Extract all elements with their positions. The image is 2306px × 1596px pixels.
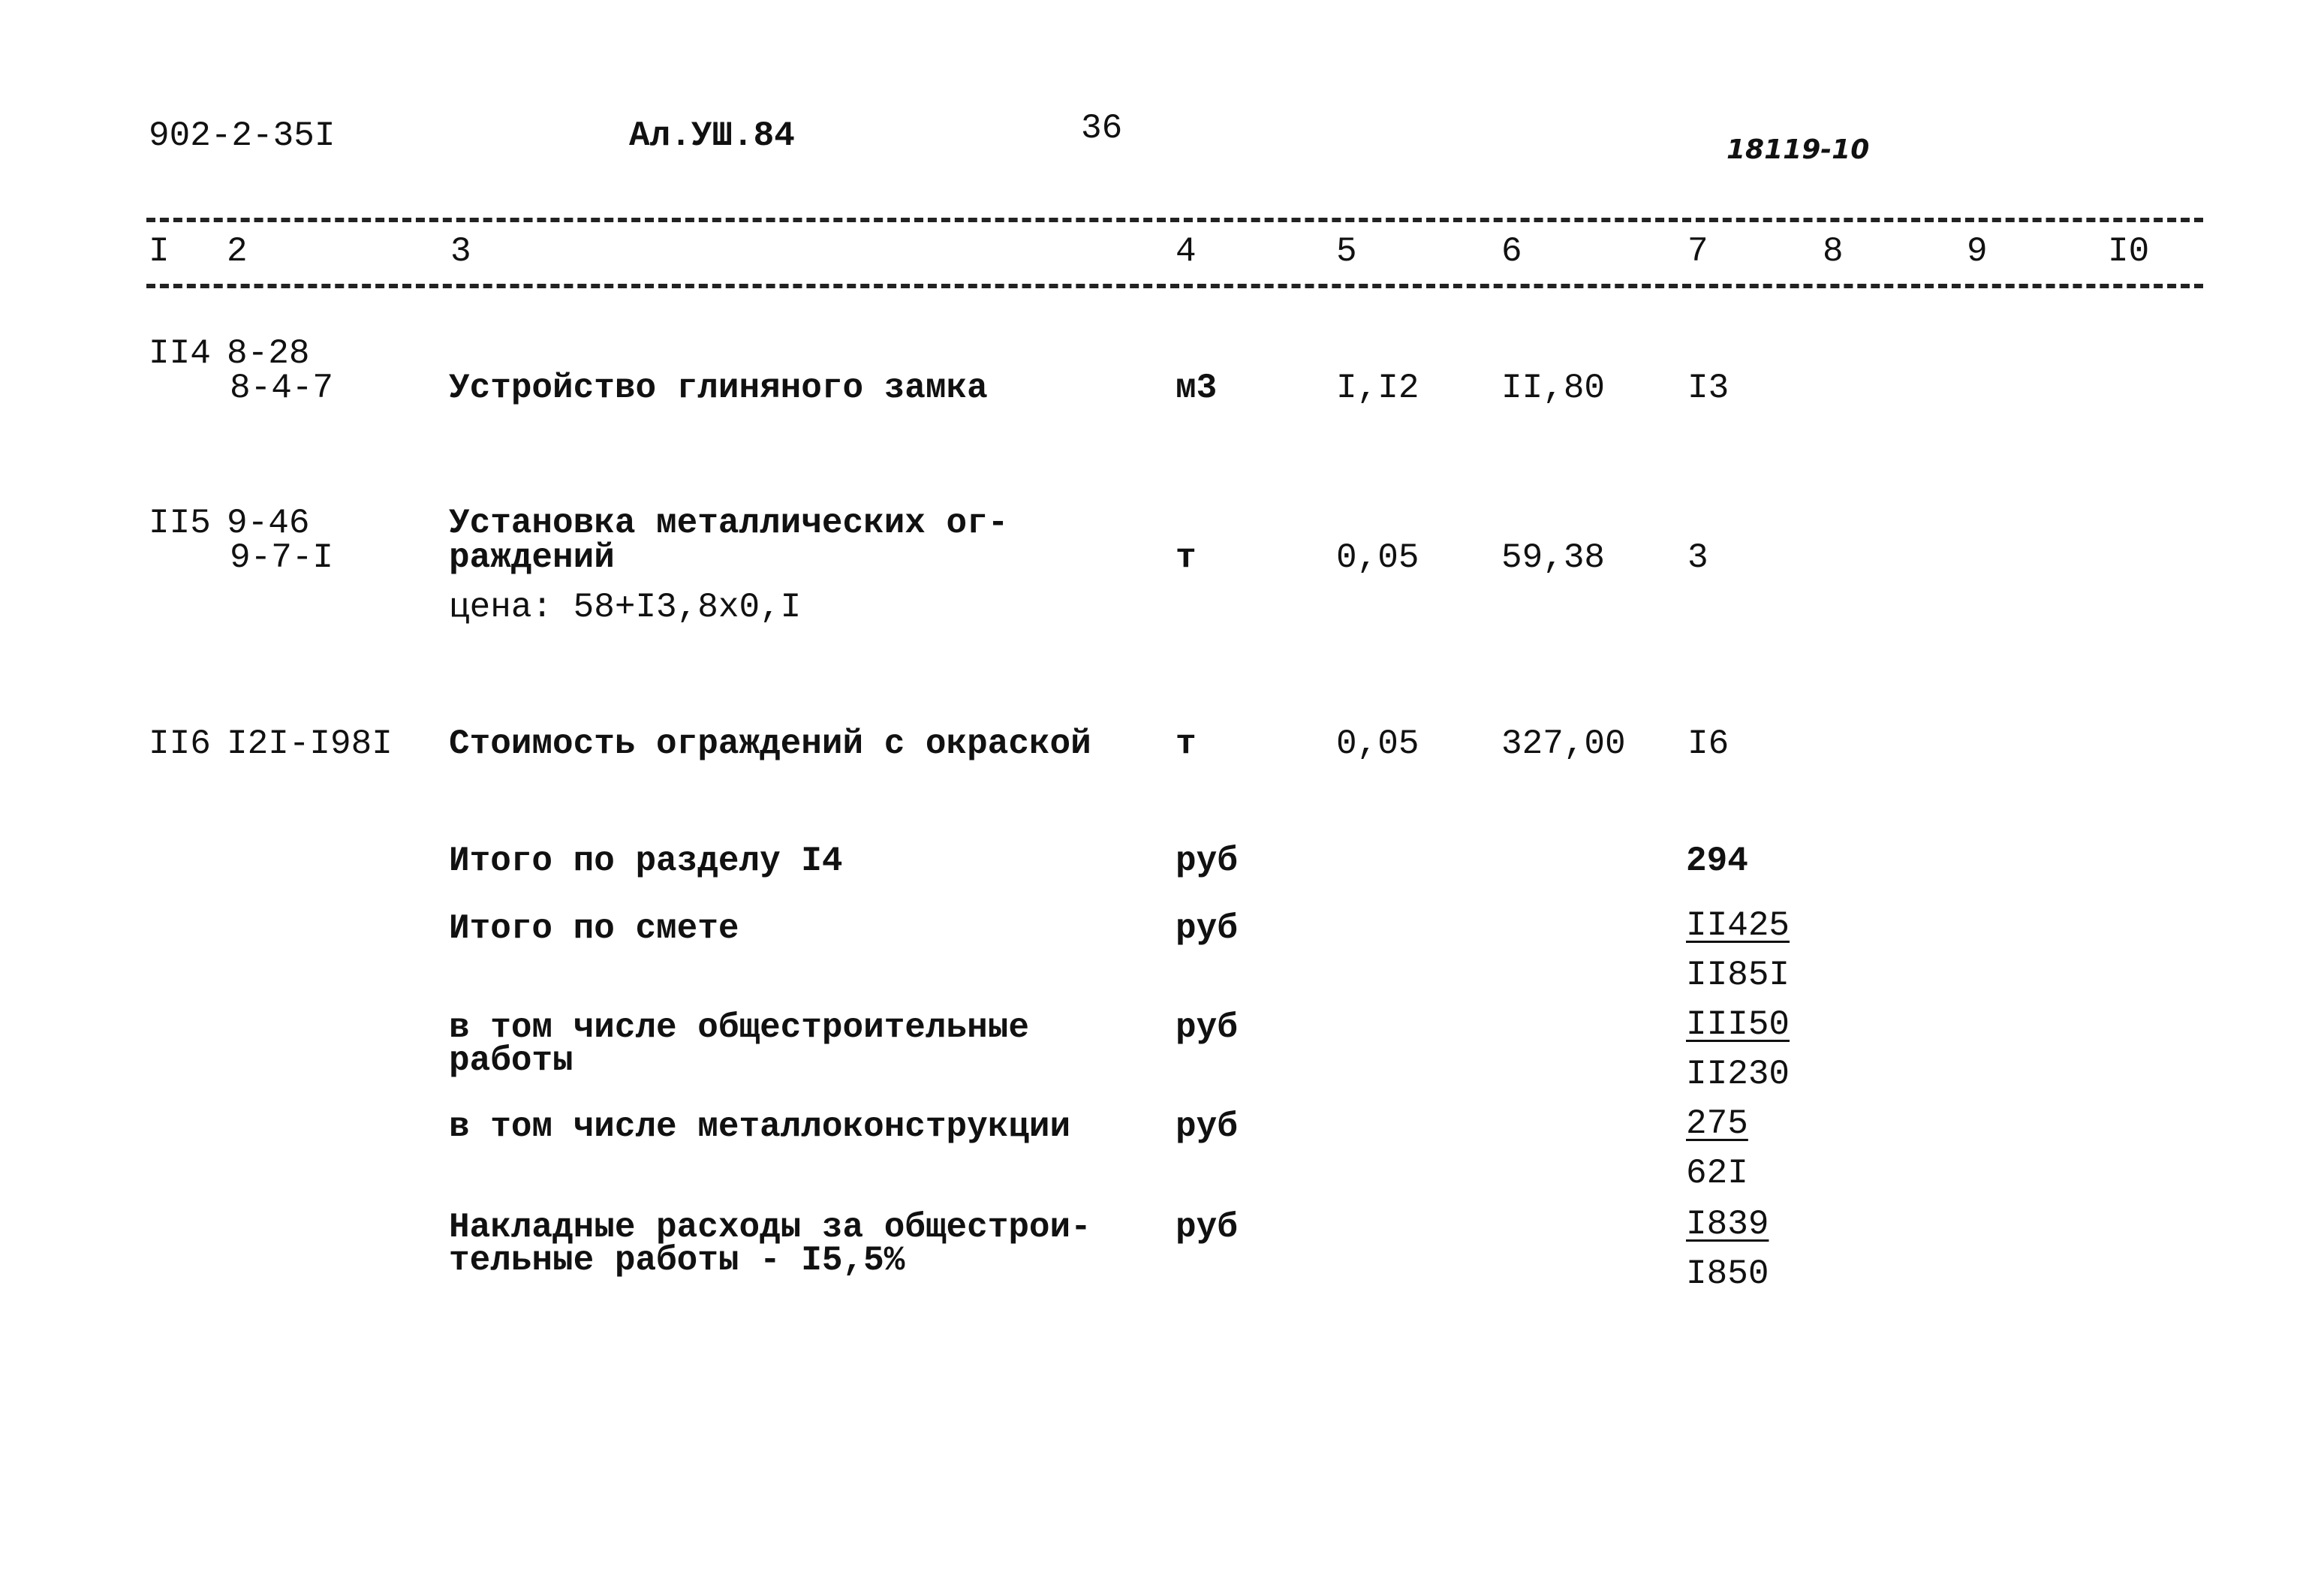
- row-code-line: 9-46: [227, 504, 310, 543]
- row-price-note: цена: 58+I3,8x0,I: [449, 588, 802, 627]
- col-header-9: 9: [1967, 232, 1988, 271]
- row-name-line: Установка металлических ог-: [449, 504, 1009, 543]
- row-code-line: 9-7-I: [230, 538, 334, 577]
- document-number: 902-2-35I: [149, 116, 336, 155]
- row-number: II6: [149, 724, 211, 763]
- row-number: II5: [149, 504, 211, 543]
- summary-value: 275: [1686, 1104, 1748, 1143]
- row-unit: м3: [1176, 369, 1218, 408]
- inventory-stamp: 18119-10: [1726, 134, 1870, 165]
- summary-value: 294: [1686, 842, 1748, 881]
- page-number: 36: [1081, 109, 1123, 148]
- row-unit-price: II,80: [1501, 369, 1606, 408]
- summary-label-line: Накладные расходы за общестрои-: [449, 1208, 1091, 1247]
- col-header-8: 8: [1823, 232, 1844, 271]
- row-unit: т: [1176, 538, 1197, 577]
- row-code-line: 8-4-7: [230, 369, 334, 408]
- summary-label: Итого по смете: [449, 909, 739, 948]
- row-code-line: 8-28: [227, 334, 310, 373]
- summary-unit: руб: [1176, 1208, 1238, 1247]
- summary-value: III50: [1686, 1005, 1790, 1044]
- row-number: II4: [149, 334, 211, 373]
- row-unit: т: [1176, 724, 1197, 763]
- summary-unit: руб: [1176, 1107, 1238, 1146]
- row-unit-price: 59,38: [1501, 538, 1606, 577]
- row-unit-price: 327,00: [1501, 724, 1626, 763]
- row-code-line: I2I-I98I: [227, 724, 393, 763]
- col-header-7: 7: [1687, 232, 1708, 271]
- col-header-4: 4: [1176, 232, 1197, 271]
- summary-label-line: в том числе общестроительные: [449, 1008, 1029, 1047]
- row-total: I3: [1687, 369, 1730, 408]
- row-quantity: I,I2: [1336, 369, 1419, 408]
- col-header-2: 2: [227, 232, 248, 271]
- col-header-1: I: [149, 232, 170, 271]
- summary-value-alt: II230: [1686, 1055, 1790, 1094]
- header-bottom-rule: [146, 284, 2203, 288]
- summary-value: II425: [1686, 906, 1790, 945]
- row-name-line: раждений: [449, 538, 615, 577]
- album-number: Ал.УШ.84: [629, 116, 795, 155]
- summary-label: Итого по разделу I4: [449, 842, 843, 881]
- summary-unit: руб: [1176, 842, 1238, 881]
- row-name: Стоимость ограждений с окраской: [449, 724, 1091, 763]
- summary-label-line: тельные работы - I5,5%: [449, 1241, 905, 1280]
- row-total: 3: [1687, 538, 1708, 577]
- header-top-rule: [146, 218, 2203, 222]
- col-header-3: 3: [450, 232, 471, 271]
- summary-label: в том числе металлоконструкции: [449, 1107, 1071, 1146]
- summary-unit: руб: [1176, 909, 1238, 948]
- row-name: Устройство глиняного замка: [449, 369, 988, 408]
- summary-value-alt: I850: [1686, 1254, 1769, 1293]
- col-header-6: 6: [1501, 232, 1522, 271]
- col-header-5: 5: [1336, 232, 1357, 271]
- summary-value-alt: II85I: [1686, 956, 1790, 995]
- summary-unit: руб: [1176, 1008, 1238, 1047]
- summary-label-line: работы: [449, 1041, 573, 1080]
- summary-value-alt: 62I: [1686, 1154, 1748, 1193]
- col-header-10: I0: [2108, 232, 2150, 271]
- row-quantity: 0,05: [1336, 724, 1419, 763]
- row-quantity: 0,05: [1336, 538, 1419, 577]
- row-total: I6: [1687, 724, 1730, 763]
- summary-value: I839: [1686, 1205, 1769, 1244]
